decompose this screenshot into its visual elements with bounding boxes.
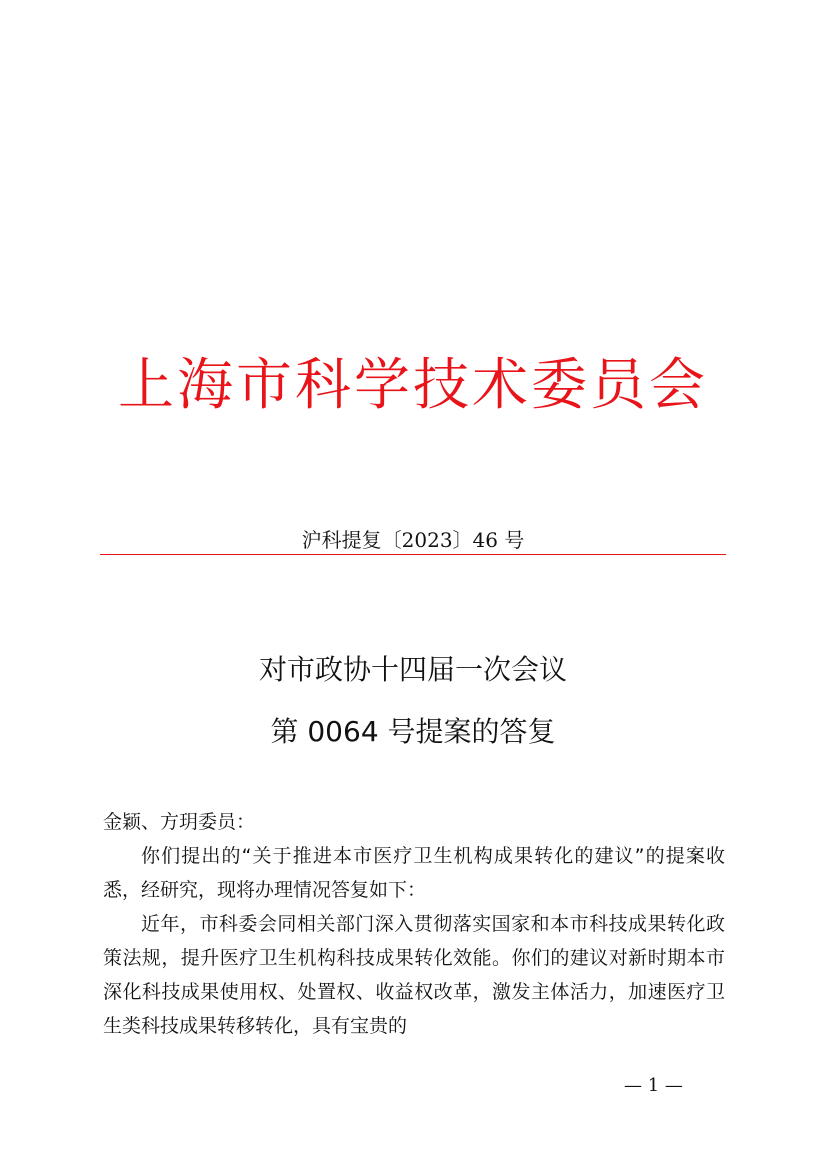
document-title-line-2: 第 0064 号提案的答复 bbox=[270, 715, 556, 748]
salutation: 金颖、方玥委员： bbox=[103, 811, 256, 833]
document-number: 沪科提复〔2023〕46 号 bbox=[301, 528, 525, 552]
document-title-line-1: 对市政协十四届一次会议 bbox=[258, 653, 567, 686]
issuing-organization-masthead: 上海市科学技术委员会 bbox=[118, 353, 708, 418]
document-body bbox=[103, 805, 725, 1043]
red-separator-line bbox=[100, 554, 726, 555]
body-paragraph-1: 你们提出的“关于推进本市医疗卫生机构成果转化的建议”的提案收悉，经研究，现将办理情况答复如下： bbox=[103, 845, 725, 901]
body-paragraph-2: 近年，市科委会同相关部门深入贯彻落实国家和本市科技成果转化政策法规，提升医疗卫生机构科技成果转化效能。你们的建议对新时期本市深化科技成果使用权、处置权、收益权改革，激发主体活力，加速医疗卫生类科技成果转移转化，具有宝贵的 bbox=[103, 913, 725, 1037]
page-number: — 1 — bbox=[624, 1075, 683, 1096]
